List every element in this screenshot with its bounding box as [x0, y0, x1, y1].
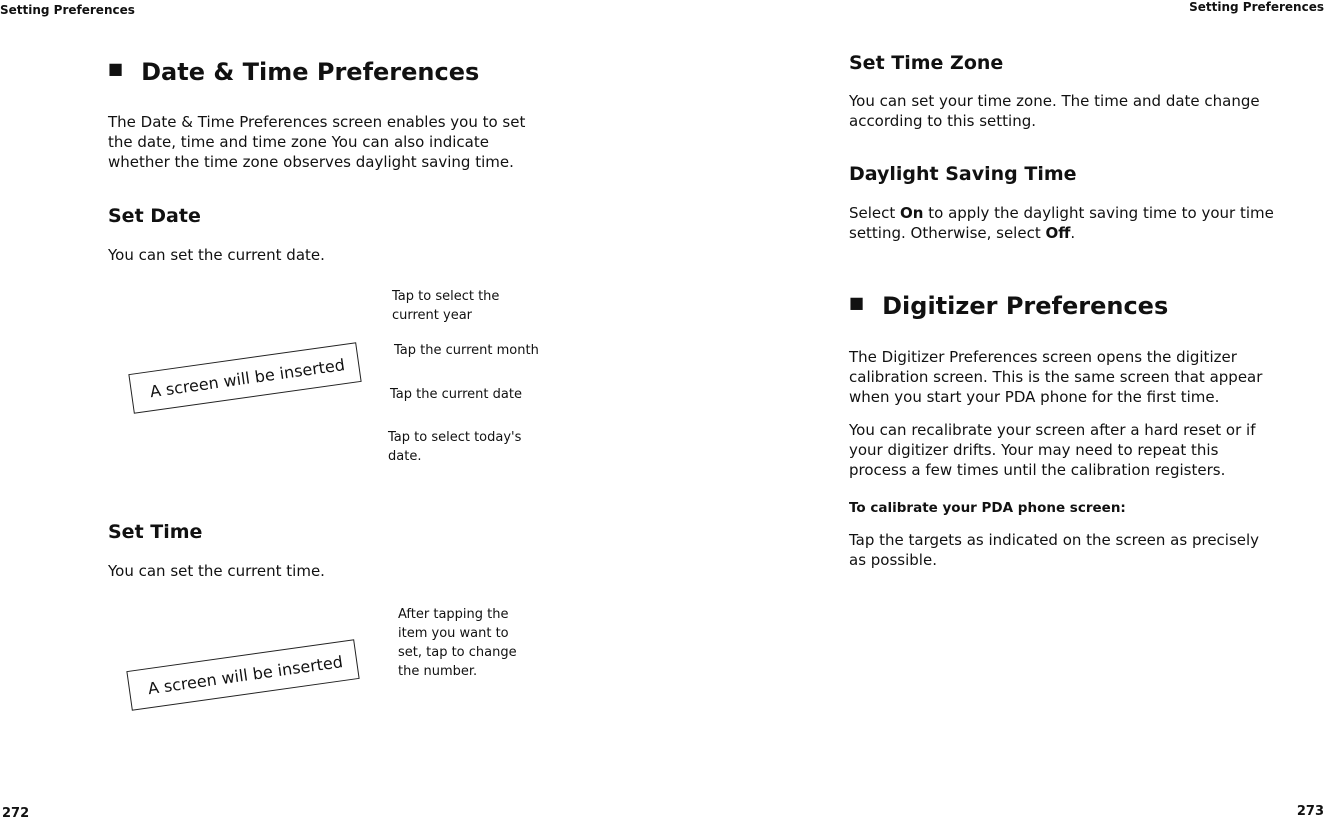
intro-paragraph — [108, 112, 525, 172]
square-bullet-icon: ■ — [108, 59, 124, 78]
callout-time — [398, 605, 517, 681]
text-line: when you start your PDA phone for the first time. — [849, 388, 1220, 406]
text-line: process a few times until the calibration registers. — [849, 461, 1226, 479]
page-number-left: 272 — [2, 806, 30, 821]
callout-line: item you want to — [398, 626, 509, 641]
callout-line: Tap to select the — [392, 289, 500, 304]
text-line: your digitizer drifts. Your may need to repeat this — [849, 441, 1219, 459]
text-span: to apply the daylight saving time to your time — [923, 204, 1274, 222]
square-bullet-icon: ■ — [849, 293, 865, 312]
running-head-right: Setting Preferences — [1189, 0, 1324, 14]
text-line: according to this setting. — [849, 112, 1036, 130]
keyword-off: Off — [1045, 224, 1071, 242]
text-line: You can recalibrate your screen after a hard reset or if — [849, 421, 1256, 439]
digitizer-paragraph-1 — [849, 347, 1262, 407]
section-title-date-time — [108, 58, 479, 86]
text-line: You can set your time zone. The time and date change — [849, 92, 1260, 110]
text-line: Tap the targets as indicated on the screen as precisely — [849, 531, 1260, 549]
section-title-text: Digitizer Preferences — [882, 292, 1169, 320]
callout-today — [388, 428, 521, 466]
set-time-text: You can set the current time. — [108, 562, 325, 580]
callout-date: Tap the current date — [390, 387, 522, 402]
running-head-left: Setting Preferences — [0, 3, 135, 17]
text-line: calibration screen. This is the same screen that appear — [849, 368, 1263, 386]
set-time-zone-heading: Set Time Zone — [849, 52, 1004, 74]
set-date-heading: Set Date — [108, 205, 201, 227]
digitizer-paragraph-2 — [849, 420, 1256, 480]
section-title-text: Date & Time Preferences — [141, 58, 480, 86]
callout-line: After tapping the — [398, 607, 509, 622]
callout-month: Tap the current month — [394, 343, 539, 358]
set-date-text: You can set the current date. — [108, 246, 325, 264]
callout-line: current year — [392, 308, 473, 323]
callout-line: Tap to select today's — [388, 430, 522, 445]
text-line — [849, 223, 1274, 243]
intro-line: the date, time and time zone You can also indicate — [108, 133, 489, 151]
callout-line: date. — [388, 449, 422, 464]
text-line: as possible. — [849, 551, 937, 569]
screen-placeholder-time: A screen will be inserted — [126, 639, 359, 711]
text-line: The Digitizer Preferences screen opens the digitizer — [849, 348, 1237, 366]
intro-line: The Date & Time Preferences screen enables you to set — [108, 113, 526, 131]
text-span: Select — [849, 204, 901, 222]
section-title-digitizer — [849, 292, 1168, 320]
daylight-saving-text — [849, 203, 1274, 243]
set-time-zone-text — [849, 91, 1260, 131]
procedure-text — [849, 530, 1259, 570]
intro-line: whether the time zone observes daylight saving time. — [108, 153, 514, 171]
set-time-heading: Set Time — [108, 521, 203, 543]
text-line — [849, 203, 1274, 223]
daylight-saving-heading: Daylight Saving Time — [849, 163, 1077, 185]
text-span: setting. Otherwise, select — [849, 224, 1046, 242]
screen-placeholder-date: A screen will be inserted — [128, 342, 361, 414]
page-number-right: 273 — [1296, 804, 1324, 819]
procedure-heading: To calibrate your PDA phone screen: — [849, 500, 1126, 516]
callout-line: the number. — [398, 664, 478, 679]
callout-year — [392, 287, 499, 325]
keyword-on: On — [900, 204, 924, 222]
callout-line: set, tap to change — [398, 645, 517, 660]
text-span: . — [1070, 224, 1076, 242]
